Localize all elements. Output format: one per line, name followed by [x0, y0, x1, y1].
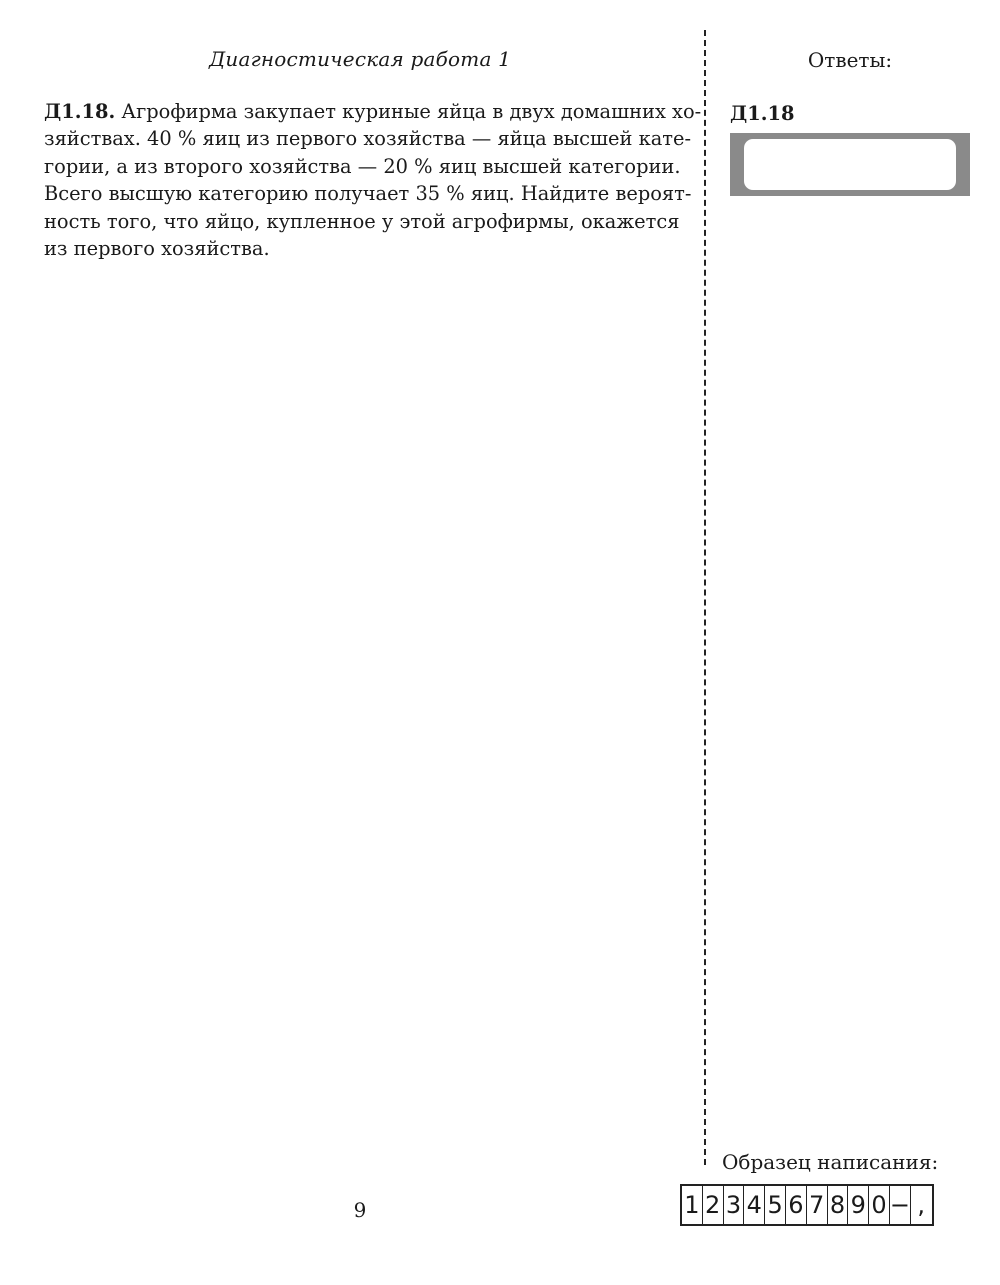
sample-label: Образец написания: [722, 1150, 939, 1174]
problem-line: ность того, что яйцо, купленное у этой агрофирмы, окажется [44, 209, 680, 233]
cut-line-divider [704, 30, 706, 1165]
sample-digit-cell: 5 [765, 1186, 786, 1224]
problem-line: Д1.18. Агрофирма закупает куриные яйца в двух домашних хо- [44, 100, 702, 123]
sample-digit-cell: 4 [744, 1186, 765, 1224]
problem-line: Всего высшую категорию получает 35 % яиц. Найдите вероят- [44, 182, 692, 206]
answer-box [730, 133, 970, 196]
sample-digit-cell: 0 [869, 1186, 890, 1224]
problem-line: гории, а из второго хозяйства — 20 % яиц высшей категории. [44, 154, 681, 178]
problem-text [44, 98, 702, 262]
sample-digit-cell: , [917, 1191, 925, 1219]
problem-line: из первого хозяйства. [44, 237, 270, 261]
sample-digit-cell: − [890, 1186, 911, 1224]
sample-digit-cell: 7 [807, 1186, 828, 1224]
sample-digit-cell: 2 [703, 1186, 724, 1224]
problem-number: Д1.18. [44, 100, 116, 123]
answer-input[interactable] [744, 139, 956, 190]
problem-line: зяйствах. 40 % яиц из первого хозяйства — яйца высшей кате- [44, 127, 692, 151]
answers-title: Ответы: [807, 48, 893, 72]
sample-digit-cell: 3 [724, 1186, 745, 1224]
running-header: Диагностическая работа 1 [208, 47, 512, 71]
sample-digit-cell: 1 [682, 1186, 703, 1224]
page-number: 9 [353, 1198, 367, 1222]
sample-digit-cell: 8 [828, 1186, 849, 1224]
sample-digit-cell: 6 [786, 1186, 807, 1224]
sample-digit-cell: 9 [848, 1186, 869, 1224]
answer-label: Д1.18 [730, 102, 795, 125]
